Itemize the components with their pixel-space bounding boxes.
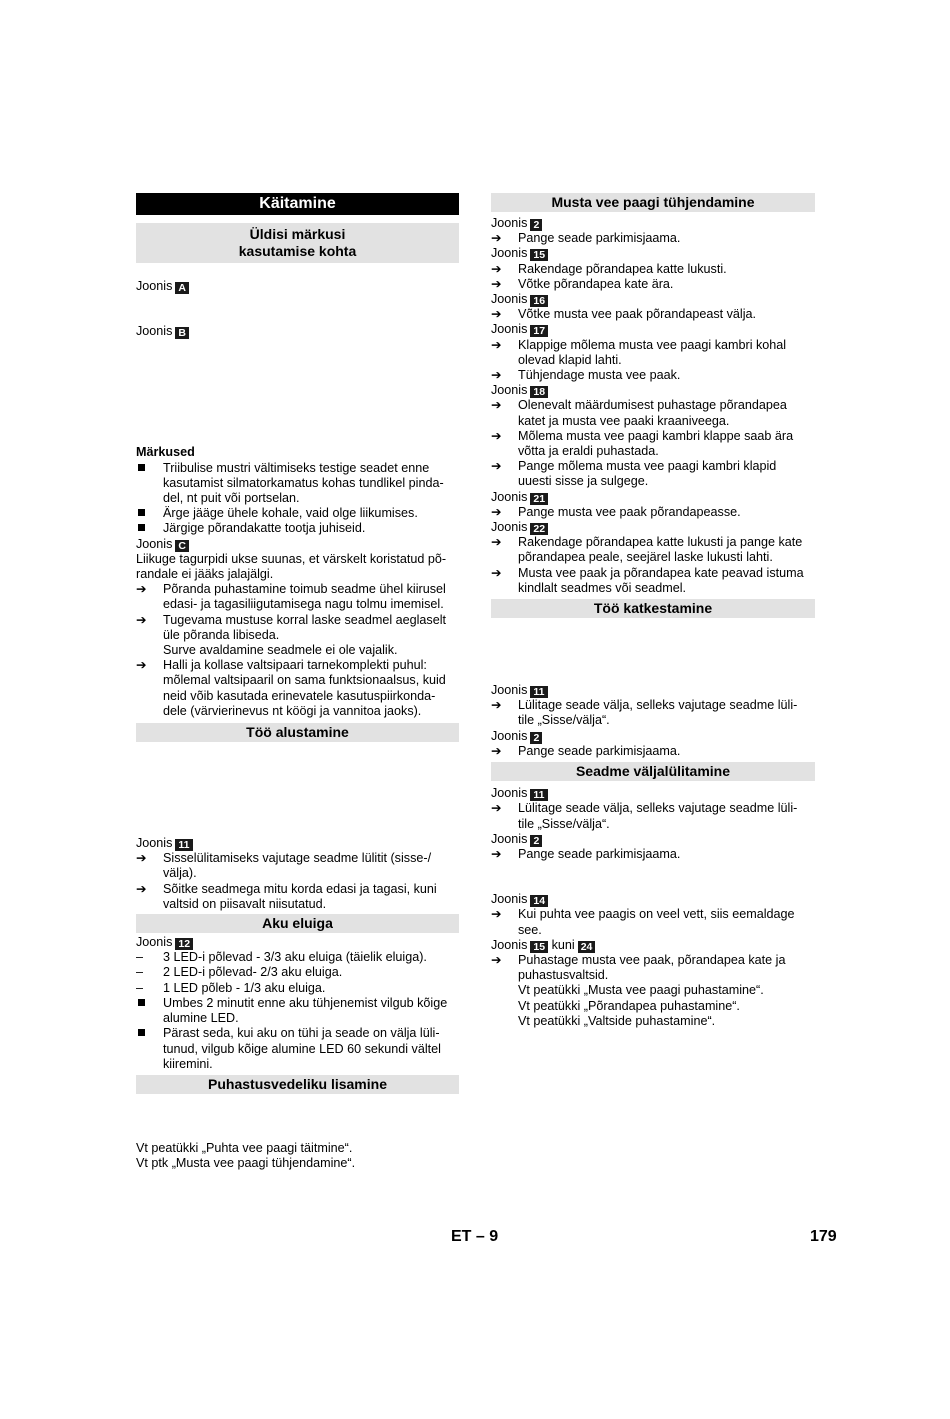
arrow-icon: ➔: [491, 565, 502, 580]
square-bullet-icon: [138, 999, 145, 1006]
footer-section-number: ET – 9: [451, 1228, 499, 1245]
note-item: Järgige põrandakatte tootja juhiseid.: [136, 521, 459, 536]
step-item: ➔ Klappige mõlema musta vee paagi kambri kohal olevad klapid lahti.: [491, 337, 787, 367]
figure-ref: Joonis 2: [491, 216, 815, 231]
heading-battery: Aku eluiga: [136, 914, 459, 933]
step-item: ➔ Mõlema musta vee paagi kambri klappe saab ära võtta ja eraldi puhastada.: [491, 428, 794, 459]
arrow-icon: ➔: [491, 535, 502, 550]
arrow-icon: ➔: [491, 231, 502, 246]
step-item: ➔ Pange seade parkimisjaama.: [491, 743, 681, 758]
arrow-icon: ➔: [491, 368, 502, 383]
figure-ref: Joonis 11: [491, 683, 815, 698]
figure-ref: Joonis 2: [491, 729, 815, 744]
figure-badge: 16: [530, 295, 548, 307]
left-column: [136, 193, 459, 1171]
figure-badge: 22: [530, 523, 548, 535]
figure-ref: Joonis 22: [491, 520, 815, 535]
figure-badge: 2: [530, 835, 542, 847]
figure-badge: 12: [175, 938, 193, 950]
square-bullet-icon: [138, 1029, 145, 1036]
figure-ref: Joonis 16: [491, 292, 815, 307]
step-item: ➔ Tugevama mustuse korral laske seadmel aeglaselt üle põranda libiseda. Surve avaldamine seadmele ei ole vajalik.: [136, 612, 447, 658]
dash-marker: –: [136, 965, 144, 980]
arrow-icon: ➔: [136, 612, 147, 627]
figure-ref-a: Joonis A: [136, 279, 459, 294]
figure-ref-b: Joonis B: [136, 324, 459, 339]
paragraph-line: Liikuge tagurpidi ukse suunas, et värskelt koristatud põ-: [136, 551, 447, 566]
step-item: ➔ Rakendage põrandapea katte lukusti ja pange kate põrandapea peale, seejärel laske lukusti lahti.: [491, 535, 803, 565]
figure-ref: Joonis 14: [491, 892, 815, 907]
list-item: Pärast seda, kui aku on tühi ja seade on välja lüli- tunud, vilgub kõige alumine LED 60 sekundi vältel kiiremini.: [136, 1026, 459, 1072]
step-item: ➔ Lülitage seade välja, selleks vajutage seadme lüli- tile „Sisse/välja“.: [491, 801, 798, 831]
arrow-icon: ➔: [491, 801, 502, 816]
heading-start: Töö alustamine: [136, 723, 459, 742]
figure-ref: Joonis 17: [491, 322, 815, 337]
dash-marker: –: [136, 950, 144, 965]
step-item: ➔ Võtke põrandapea kate ära.: [491, 276, 674, 291]
arrow-icon: ➔: [136, 851, 147, 866]
arrow-icon: ➔: [491, 698, 502, 713]
note-item: Ärge jääge ühele kohale, vaid olge liikumises.: [136, 506, 459, 521]
figure-ref: Joonis 18: [491, 383, 815, 398]
arrow-icon: ➔: [491, 307, 502, 322]
step-item: ➔ Musta vee paak ja põrandapea kate peavad istuma kindlalt seadmes või seadmel.: [491, 565, 804, 595]
figure-ref: Joonis 11: [136, 836, 459, 851]
list-item: – 3 LED-i põlevad - 3/3 aku eluiga (täielik eluiga).: [136, 950, 427, 965]
list-item: – 1 LED põleb - 1/3 aku eluiga.: [136, 980, 326, 995]
figure-badge: 14: [530, 895, 548, 907]
arrow-icon: ➔: [491, 907, 502, 922]
figure-badge: 18: [530, 386, 548, 398]
heading-dirty-tank: Musta vee paagi tühjendamine: [491, 193, 815, 212]
arrow-icon: ➔: [136, 582, 147, 597]
step-item: ➔ Tühjendage musta vee paak.: [491, 368, 681, 383]
arrow-icon: ➔: [491, 846, 502, 861]
figure-ref: Joonis 12: [136, 935, 459, 950]
arrow-icon: ➔: [491, 504, 502, 519]
figure-badge: 2: [530, 219, 542, 231]
arrow-icon: ➔: [491, 459, 502, 474]
step-item: ➔ Lülitage seade välja, selleks vajutage seadme lüli- tile „Sisse/välja“.: [491, 698, 798, 728]
dash-marker: –: [136, 980, 144, 995]
step-item: ➔ Pange seade parkimisjaama.: [491, 231, 681, 246]
figure-badge: 11: [175, 839, 192, 851]
list-item: – 2 LED-i põlevad- 2/3 aku eluiga.: [136, 965, 343, 980]
arrow-icon: ➔: [491, 276, 502, 291]
paragraph-line: randale ei jääks jalajälgi.: [136, 567, 274, 582]
list-item: Umbes 2 minutit enne aku tühjenemist vilgub kõige alumine LED.: [136, 996, 459, 1026]
heading-detergent: Puhastusvedeliku lisamine: [136, 1075, 459, 1094]
arrow-icon: ➔: [491, 261, 502, 276]
figure-ref: Joonis 2: [491, 832, 815, 847]
figure-badge: 15: [530, 249, 548, 261]
step-item: ➔ Kui puhta vee paagis on veel vett, siis eemaldage see.: [491, 907, 795, 937]
figure-badge: A: [175, 282, 189, 294]
section-title-kaitamine: Käitamine: [136, 193, 459, 215]
figure-ref: Joonis 15: [491, 246, 815, 261]
heading-general-notes: [136, 223, 459, 263]
square-bullet-icon: [138, 524, 145, 531]
heading-shutdown: Seadme väljalülitamine: [491, 762, 815, 781]
figure-badge: 11: [530, 789, 547, 801]
figure-badge: 11: [530, 686, 547, 698]
heading-line-2: kasutamise kohta: [238, 243, 357, 259]
figure-badge: 24: [578, 941, 596, 953]
step-item: ➔ Pange seade parkimisjaama.: [491, 846, 681, 861]
figure-ref-c: Joonis C: [136, 537, 459, 552]
figure-badge: 21: [530, 493, 548, 505]
step-item: ➔ Pange mõlema musta vee paagi kambri klapid uuesti sisse ja sulgege.: [491, 459, 777, 489]
figure-badge: 2: [530, 732, 542, 744]
step-item: ➔ Olenevalt määrdumisest puhastage põrandapea katet ja musta vee paaki kraaniveega.: [491, 398, 787, 428]
heading-line-1: Üldisi märkusi: [249, 226, 346, 242]
arrow-icon: ➔: [491, 398, 502, 413]
arrow-icon: ➔: [491, 743, 502, 758]
step-item: ➔ Sõitke seadmega mitu korda edasi ja tagasi, kuni valtsid on piisavalt niisutatud.: [136, 881, 437, 911]
footer-page-number: 179: [810, 1228, 837, 1245]
figure-badge: 15: [530, 941, 548, 953]
step-item: ➔ Sisselülitamiseks vajutage seadme lülitit (sisse-/ välja).: [136, 851, 432, 881]
note-item: Triibulise mustri vältimiseks testige seadet enne kasutamist silmatorkamatus kohas tundlikel pinda- del, nt puit või portselan.: [136, 461, 459, 507]
arrow-icon: ➔: [136, 658, 147, 673]
figure-badge: B: [175, 327, 189, 339]
step-item: ➔ Põranda puhastamine toimub seadme ühel kiirusel edasi- ja tagasiliigutamisega nagu tolmu imemisel.: [136, 582, 446, 612]
figure-ref-range: Joonis 15 kuni 24: [491, 938, 815, 953]
step-item: ➔ Võtke musta vee paak põrandapeast välja.: [491, 307, 757, 322]
crossref-line: Vt peatükki „Puhta vee paagi täitmine“.: [136, 1140, 353, 1155]
square-bullet-icon: [138, 509, 145, 516]
arrow-icon: ➔: [491, 952, 502, 967]
arrow-icon: ➔: [491, 337, 502, 352]
figure-badge: 17: [530, 325, 548, 337]
step-item: ➔ Puhastage musta vee paak, põrandapea kate ja puhastusvaltsid. Vt peatükki „Musta vee paagi puhastamine“. Vt peatükki „Põrandapea puhastamine“. Vt peatükki „Valtside puhastamine“.: [491, 952, 786, 1028]
step-item: ➔ Halli ja kollase valtsipaari tarnekomplekti puhul: mõlemal valtsipaaril on sama funktsionaalsus, kuid neid võib kasutada erinevatele kasutuspiirkonda- dele (värvierinevus nt köögi ja vannitoa jaoks).: [136, 658, 446, 718]
step-item: ➔ Pange musta vee paak põrandapeasse.: [491, 504, 741, 519]
heading-interrupt: Töö katkestamine: [491, 599, 815, 618]
step-item: ➔ Rakendage põrandapea katte lukusti.: [491, 261, 727, 276]
arrow-icon: ➔: [136, 881, 147, 896]
figure-badge: C: [175, 540, 189, 552]
figure-ref: Joonis 11: [491, 786, 815, 801]
arrow-icon: ➔: [491, 428, 502, 443]
right-column: [491, 193, 815, 1029]
figure-ref: Joonis 21: [491, 490, 815, 505]
notes-heading: Märkused: [136, 445, 195, 460]
square-bullet-icon: [138, 464, 145, 471]
crossref-line: Vt ptk „Musta vee paagi tühjendamine“.: [136, 1156, 356, 1171]
